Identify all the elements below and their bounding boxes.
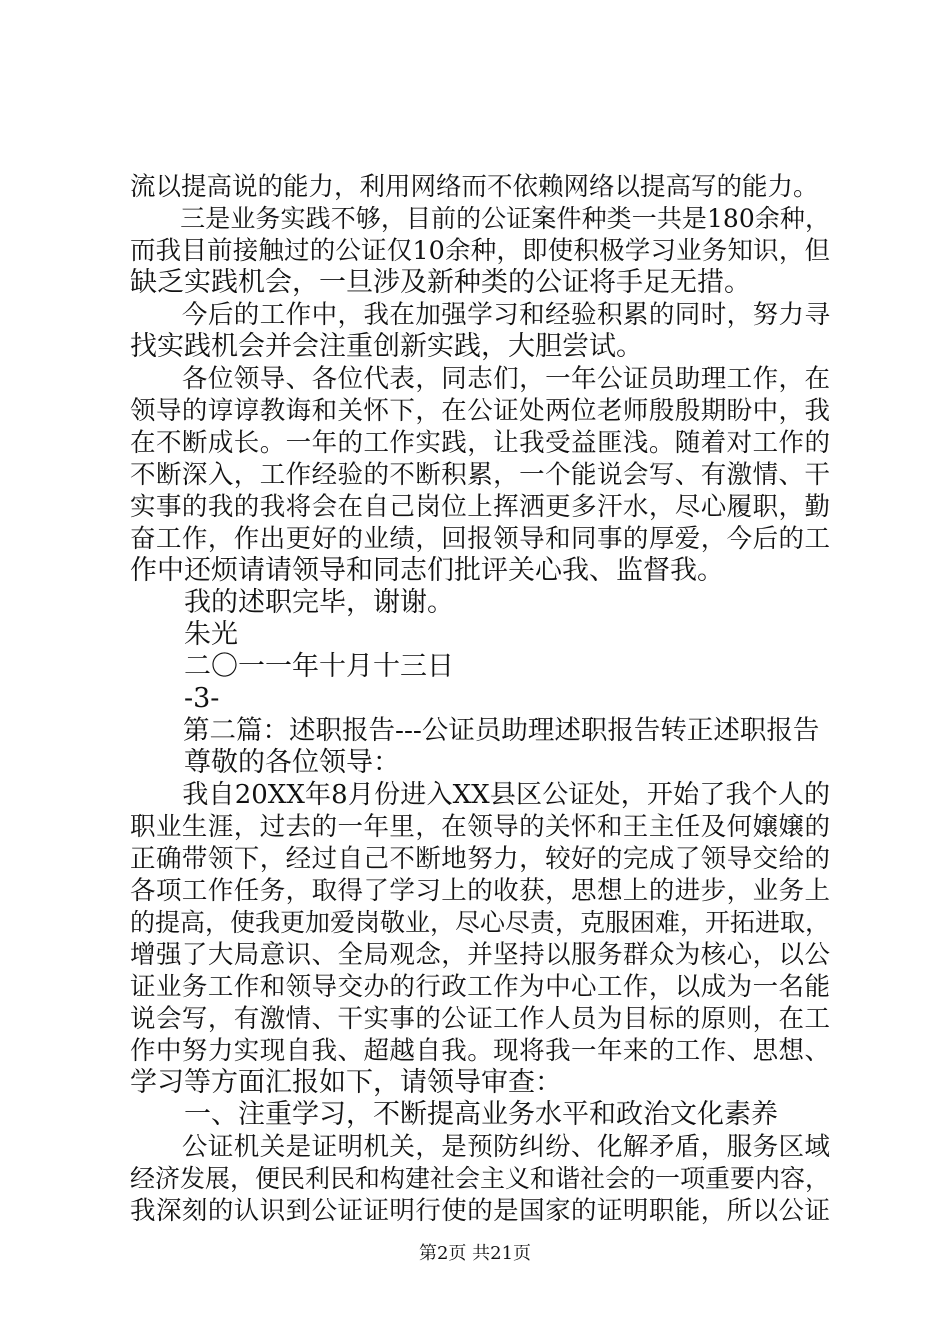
text-line: 正确带领下，经过自己不断地努力，较好的完成了领导交给的 bbox=[130, 844, 830, 874]
text-line: 我的述职完毕，谢谢。 bbox=[130, 587, 454, 618]
text-line: 作中努力实现自我、超越自我。现将我一年来的工作、思想、 bbox=[130, 1036, 830, 1066]
text-line: 领导的谆谆教诲和关怀下，在公证处两位老师殷殷期盼中，我 bbox=[130, 396, 830, 426]
text-line: 缺乏实践机会，一旦涉及新种类的公证将手足无措。 bbox=[130, 267, 751, 298]
page-footer bbox=[0, 1242, 950, 1266]
text-line: 学习等方面汇报如下，请领导审查： bbox=[130, 1067, 562, 1098]
text-line: 奋工作，作出更好的业绩，回报领导和同事的厚爱，今后的工 bbox=[130, 524, 830, 554]
page-number-indicator: 第2页 共21页 bbox=[418, 1243, 532, 1264]
text-line: 各位领导、各位代表，同志们，一年公证员助理工作，在 bbox=[130, 364, 830, 394]
text-line: 不断深入，工作经验的不断积累，一个能说会写、有激情、干 bbox=[130, 460, 830, 490]
text-line: 流以提高说的能力，利用网络而不依赖网络以提高写的能力。 bbox=[130, 172, 819, 202]
text-line: 实事的我的我将会在自己岗位上挥洒更多汗水，尽心履职，勤 bbox=[130, 492, 830, 522]
text-line: 职业生涯，过去的一年里，在领导的关怀和王主任及何嬢嬢的 bbox=[130, 812, 830, 842]
text-line: 说会写，有激情、干实事的公证工作人员为目标的原则，在工 bbox=[130, 1004, 830, 1034]
text-line: 找实践机会并会注重创新实践，大胆尝试。 bbox=[130, 331, 643, 362]
text-line: -3- bbox=[130, 683, 220, 714]
text-line: 在不断成长。一年的工作实践，让我受益匪浅。随着对工作的 bbox=[130, 428, 830, 458]
text-line: 我自20XX年8月份进入XX县区公证处，开始了我个人的 bbox=[130, 780, 830, 810]
text-line: 第二篇：述职报告---公证员助理述职报告转正述职报告 bbox=[130, 715, 820, 746]
text-line: 尊敬的各位领导： bbox=[130, 747, 400, 778]
text-line: 经济发展，便民利民和构建社会主义和谐社会的一项重要内容， bbox=[130, 1164, 831, 1193]
text-line: 而我目前接触过的公证仅10余种，即使积极学习业务知识，但 bbox=[130, 236, 830, 266]
text-line: 朱光 bbox=[130, 619, 238, 650]
text-line: 各项工作任务，取得了学习上的收获，思想上的进步，业务上 bbox=[130, 876, 830, 906]
text-line: 二〇一一年十月十三日 bbox=[130, 651, 454, 682]
document-body bbox=[130, 171, 830, 1227]
text-line: 三是业务实践不够，目前的公证案件种类一共是180余种， bbox=[130, 204, 830, 233]
text-line: 增强了大局意识、全局观念，并坚持以服务群众为核心，以公 bbox=[130, 940, 830, 970]
text-line: 一、注重学习，不断提高业务水平和政治文化素养 bbox=[130, 1099, 778, 1130]
text-line: 今后的工作中，我在加强学习和经验积累的同时，努力寻 bbox=[130, 300, 830, 330]
text-line: 作中还烦请请领导和同志们批评关心我、监督我。 bbox=[130, 555, 724, 586]
text-line: 我深刻的认识到公证证明行使的是国家的证明职能，所以公证 bbox=[130, 1196, 830, 1226]
text-line: 证业务工作和领导交办的行政工作为中心工作，以成为一名能 bbox=[130, 972, 830, 1002]
text-line: 公证机关是证明机关，是预防纠纷、化解矛盾，服务区域 bbox=[130, 1132, 830, 1162]
text-line: 的提高，使我更加爱岗敬业，尽心尽责，克服困难，开拓进取， bbox=[130, 908, 831, 937]
